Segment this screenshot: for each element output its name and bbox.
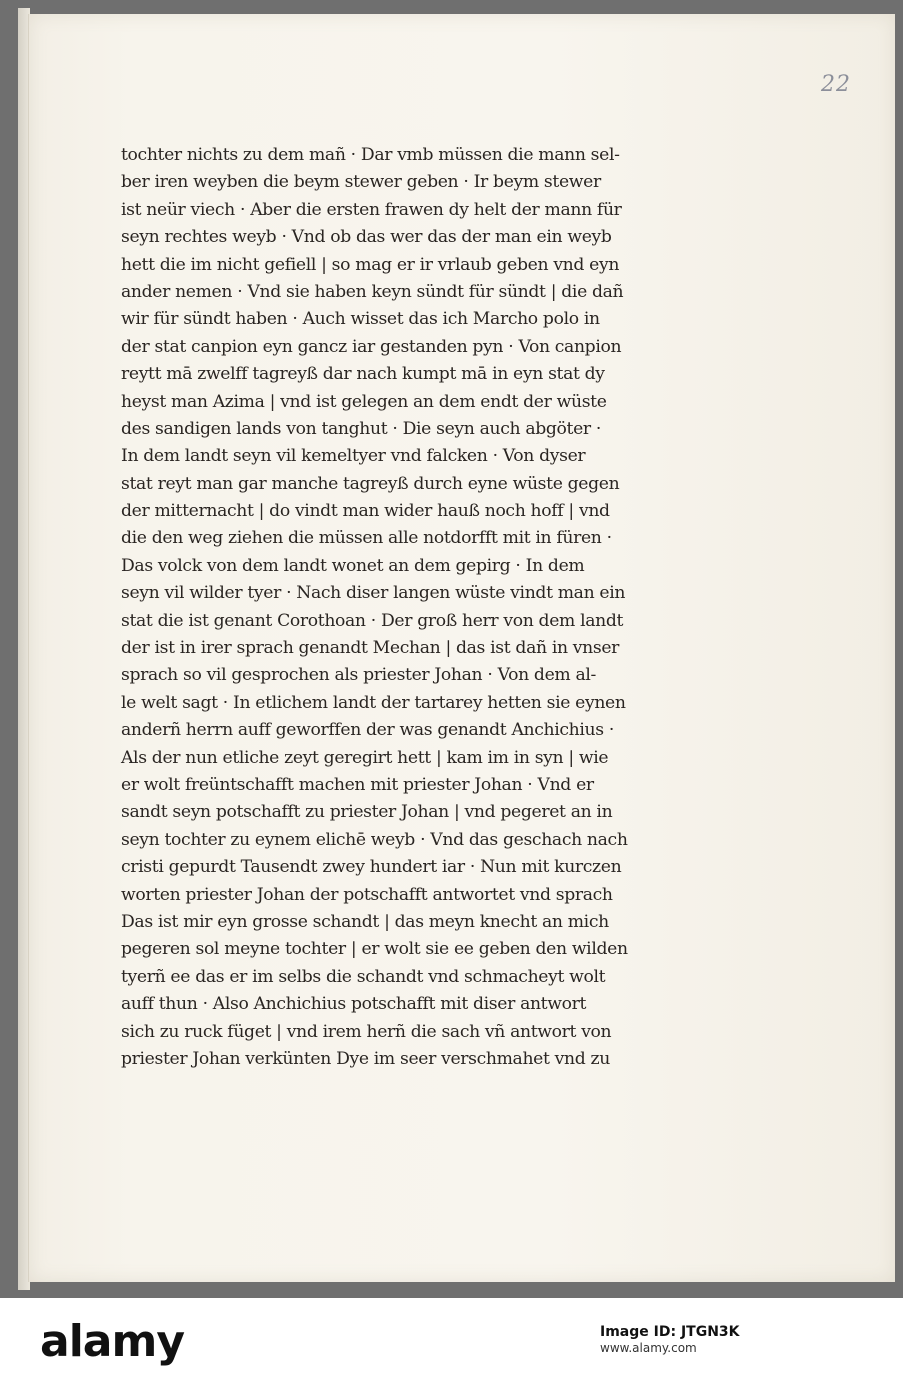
text-line: worten priester Johan der potschafft antwortet vnd sprach: [121, 884, 613, 905]
brand-logo: alamy: [40, 1316, 184, 1367]
text-line: priester Johan verkünten Dye im seer verschmahet vnd zu: [121, 1048, 610, 1069]
text-block: [121, 142, 701, 1073]
image-id: Image ID: JTGN3K: [600, 1324, 740, 1340]
text-line: seyn rechtes weyb · Vnd ob das wer das der man ein weyb: [121, 227, 612, 248]
text-line: anderñ herrn auff geworffen der was genandt Anchichius ·: [121, 720, 614, 741]
text-line: die den weg ziehen die müssen alle notdorfft mit in füren ·: [121, 528, 612, 549]
text-line: sich zu ruck füget | vnd irem herñ die sach vñ antwort von: [121, 1021, 612, 1042]
text-line: stat die ist genant Corothoan · Der groß herr von dem landt: [121, 610, 624, 631]
text-line: der stat canpion eyn gancz iar gestanden pyn · Von canpion: [121, 336, 622, 357]
text-line: sandt seyn potschafft zu priester Johan | vnd pegeret an in: [121, 802, 613, 823]
folio-number: 22: [821, 72, 851, 97]
text-line: wir für sündt haben · Auch wisset das ich Marcho polo in: [121, 309, 600, 330]
text-line: ber iren weyben die beym stewer geben · Ir beym stewer: [121, 172, 601, 193]
text-line: In dem landt seyn vil kemeltyer vnd falcken · Von dyser: [121, 446, 586, 467]
image-id-block: [600, 1324, 740, 1356]
text-line: des sandigen lands von tanghut · Die seyn auch abgöter ·: [121, 418, 601, 439]
manuscript-page: [28, 14, 895, 1282]
text-line: seyn vil wilder tyer · Nach diser langen wüste vindt man ein: [121, 583, 626, 604]
text-line: cristi gepurdt Tausendt zwey hundert iar · Nun mit kurczen: [121, 857, 622, 878]
text-line: der mitternacht | do vindt man wider hauß noch hoff | vnd: [121, 501, 610, 522]
text-line: reytt mā zwelff tagreyß dar nach kumpt mā in eyn stat dy: [121, 364, 605, 385]
text-line: auff thun · Also Anchichius potschafft mit diser antwort: [121, 994, 587, 1015]
text-line: Das ist mir eyn grosse schandt | das meyn knecht an mich: [121, 911, 609, 932]
text-line: er wolt freüntschafft machen mit priester Johan · Vnd er: [121, 774, 594, 795]
text-line: heyst man Azima | vnd ist gelegen an dem endt der wüste: [121, 391, 607, 412]
text-line: Das volck von dem landt wonet an dem gepirg · In dem: [121, 555, 585, 576]
text-line: tochter nichts zu dem mañ · Dar vmb müssen die mann sel-: [121, 145, 620, 165]
text-line: Als der nun etliche zeyt geregirt hett | kam im in syn | wie: [121, 747, 609, 768]
text-line: tyerñ ee das er im selbs die schandt vnd schmacheyt wolt: [121, 966, 606, 987]
text-line: stat reyt man gar manche tagreyß durch eyne wüste gegen: [121, 473, 620, 494]
text-line: hett die im nicht gefiell | so mag er ir vrlaub geben vnd eyn: [121, 254, 620, 275]
text-line: pegeren sol meyne tochter | er wolt sie ee geben den wilden: [121, 939, 628, 960]
text-line: ander nemen · Vnd sie haben keyn sündt für sündt | die dañ: [121, 281, 624, 302]
text-line: le welt sagt · In etlichem landt der tartarey hetten sie eynen: [121, 692, 626, 713]
text-line: der ist in irer sprach genandt Mechan | das ist dañ in vnser: [121, 638, 620, 659]
text-line: sprach so vil gesprochen als priester Johan · Von dem al-: [121, 665, 596, 686]
stock-url: www.alamy.com: [600, 1341, 697, 1355]
text-line: seyn tochter zu eynem elichē weyb · Vnd das geschach nach: [121, 829, 628, 850]
text-line: ist neür viech · Aber die ersten frawen dy helt der mann für: [121, 199, 622, 220]
